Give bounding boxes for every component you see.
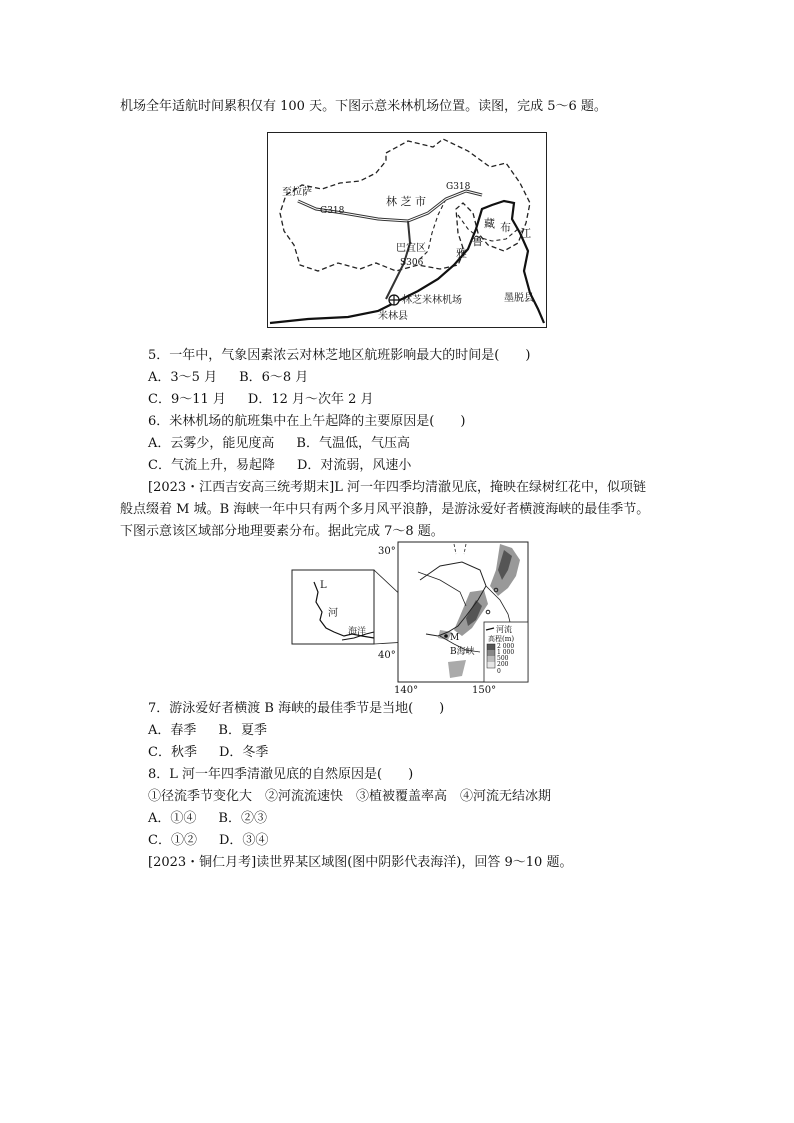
q5-option-c[interactable]: C．9～11 月 xyxy=(148,392,226,407)
label-city-M: M xyxy=(450,633,460,643)
map-region-lm xyxy=(290,540,530,696)
label-linzhi: 林 芝 市 xyxy=(386,195,426,208)
q8-option-d[interactable]: D．③④ xyxy=(218,833,269,848)
q5-option-b[interactable]: B．6～8 月 xyxy=(239,370,309,385)
q6-option-a[interactable]: A．云雾少，能见度高 xyxy=(148,436,275,451)
q6-option-c[interactable]: C．气流上升，易起降 xyxy=(148,458,275,473)
label-lhasa: 至拉萨 xyxy=(282,187,312,198)
intro-7-8-line1: [2023・江西吉安高三统考期末]L 河一年四季均清澈见底，掩映在绿树红花中，似项链 xyxy=(148,480,646,495)
intro-7-8-line3: 下图示意该区域部分地理要素分布。据此完成 7～8 题。 xyxy=(120,524,444,539)
label-bu: 布 xyxy=(500,221,511,234)
q7-options-row2 xyxy=(148,744,268,762)
q6-options-row1 xyxy=(148,435,410,453)
label-medog: 墨脱县 xyxy=(504,293,534,304)
map-milin-airport xyxy=(267,132,547,328)
intro-7-8-line2: 般点缀着 M 城。B 海峡一年中只有两个多月风平浪静，是游泳爱好者横渡海峡的最佳季节。 xyxy=(120,502,650,517)
q6-options-row2 xyxy=(148,457,411,475)
lon-140: 140° xyxy=(394,685,419,696)
label-zang: 藏 xyxy=(484,217,495,230)
label-s306: S306 xyxy=(400,258,424,268)
q8-stem: 8．L 河一年四季清澈见底的自然原因是( ) xyxy=(148,767,414,782)
q5-option-d[interactable]: D．12 月～次年 2 月 xyxy=(247,392,374,407)
label-lu: 鲁 xyxy=(472,235,483,248)
label-airport: 林芝米林机场 xyxy=(402,295,462,306)
q5-options-row1 xyxy=(148,369,308,387)
label-g318-right: G318 xyxy=(446,182,471,192)
q7-stem: 7．游泳爱好者横渡 B 海峡的最佳季节是当地( ) xyxy=(148,701,445,716)
legend-level-0: 0 xyxy=(497,668,501,675)
q5-option-a[interactable]: A．3～5 月 xyxy=(148,370,218,385)
q7-option-a[interactable]: A．春季 xyxy=(148,723,197,738)
intro-5-6: 机场全年适航时间累积仅有 100 天。下图示意米林机场位置。读图，完成 5～6 题。 xyxy=(120,99,607,114)
label-strait-B: B海峡 xyxy=(450,647,475,657)
label-milin: 米林县 xyxy=(378,311,408,322)
label-bayi: 巴宜区 xyxy=(396,243,426,254)
q8-option-b[interactable]: B．②③ xyxy=(218,811,267,826)
q8-options-row1 xyxy=(148,810,267,828)
label-g318-left: G318 xyxy=(320,206,345,216)
label-jiang: 江 xyxy=(520,227,531,240)
q6-stem: 6．米林机场的航班集中在上午起降的主要原因是( ) xyxy=(148,414,466,429)
q8-option-c[interactable]: C．①② xyxy=(148,833,197,848)
q8-options-row2 xyxy=(148,832,268,850)
legend-elevation: 高程(m) xyxy=(488,635,515,643)
lat-40: 40° xyxy=(378,650,396,661)
inset-label-river: 河 xyxy=(328,608,338,619)
lat-30: 30° xyxy=(378,546,396,557)
q5-stem: 5．一年中，气象因素浓云对林芝地区航班影响最大的时间是( ) xyxy=(148,348,531,363)
q6-option-d[interactable]: D．对流弱，风速小 xyxy=(296,458,412,473)
q7-option-b[interactable]: B．夏季 xyxy=(218,723,267,738)
legend-level-1000: 1 000 xyxy=(497,649,515,656)
inset-label-L: L xyxy=(320,580,327,591)
q7-options-row1 xyxy=(148,722,267,740)
legend-level-500: 500 xyxy=(497,655,509,662)
q5-options-row2 xyxy=(148,391,374,409)
inset-label-sea: 海洋 xyxy=(348,627,367,637)
legend-river: 河流 xyxy=(496,625,512,634)
label-ya: 雅 xyxy=(456,247,467,260)
q8-option-a[interactable]: A．①④ xyxy=(148,811,197,826)
legend-level-2000: 2 000 xyxy=(497,643,515,650)
q8-statements: ①径流季节变化大 ②河流流速快 ③植被覆盖率高 ④河流无结冰期 xyxy=(148,789,552,804)
legend-level-200: 200 xyxy=(497,661,509,668)
q7-option-c[interactable]: C．秋季 xyxy=(148,745,197,760)
intro-9-10: [2023・铜仁月考]读世界某区域图(图中阴影代表海洋)，回答 9～10 题。 xyxy=(148,855,573,870)
q6-option-b[interactable]: B．气温低，气压高 xyxy=(296,436,410,451)
lon-150: 150° xyxy=(472,685,497,696)
q7-option-d[interactable]: D．冬季 xyxy=(218,745,269,760)
